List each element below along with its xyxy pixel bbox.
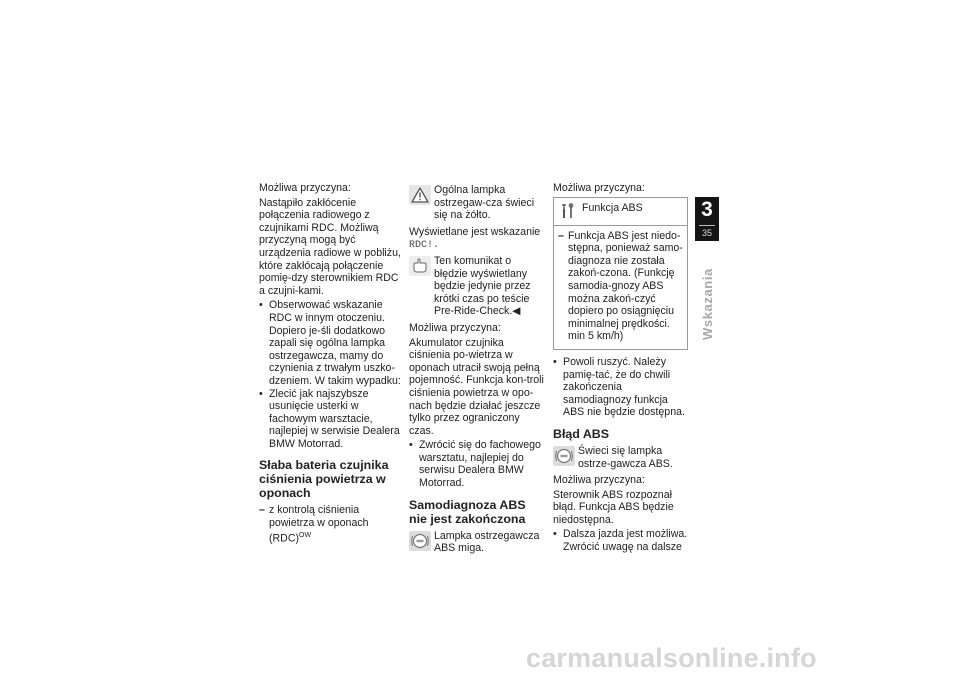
abs-text: Świeci się lampka ostrze-gawcza ABS. bbox=[578, 444, 673, 470]
warning-text: Ogólna lampka ostrzegaw-cza świeci się na żółto. bbox=[434, 184, 535, 222]
list-item: • Dalsza jazda jest możliwa. Zwrócić uwagę na dalsze bbox=[553, 528, 688, 553]
equipment-note-text: z kontrolą ciśnienia powietrza w oponach (RDC) bbox=[269, 504, 369, 545]
section-heading-abs-selftest: Samodiagnoza ABS nie jest zakończona bbox=[409, 497, 526, 526]
section-heading-low-battery: Słaba bateria czujnika ciśnienia powietrza w oponach bbox=[259, 458, 389, 501]
info-hand-icon bbox=[409, 256, 431, 276]
abs-warning-lamp-icon bbox=[409, 531, 431, 551]
chapter-title: Wskazania bbox=[700, 268, 715, 340]
section-heading-abs-error: Błąd ABS bbox=[553, 426, 609, 441]
abs-function-box bbox=[553, 197, 688, 350]
abs-function-box-header bbox=[554, 198, 687, 226]
abs-row bbox=[409, 530, 545, 555]
list-item: • Powoli ruszyć. Należy pamię-tać, że do chwili zakończenia samodiagnozy funkcja ABS nie będzie dostępna. bbox=[553, 356, 688, 419]
cause-label: Możliwa przyczyna: bbox=[409, 321, 501, 334]
info-text: Ten komunikat o błędzie wyświetlany będzie jedynie przez krótki czas po teście Pre-Ride-Check.◀ bbox=[434, 254, 531, 318]
display-code: RDC!. bbox=[409, 240, 440, 252]
info-row bbox=[409, 255, 545, 318]
abs-warning-lamp-icon bbox=[553, 446, 575, 466]
cause-text: Akumulator czujnika ciśnienia po-wietrza w oponach utracił swoją pełną pojemność. Funkcja kon-troli ciśnienia powietrza w opo-nach będzie działać jeszcze tylko przez ograniczony czas. bbox=[409, 336, 544, 437]
chapter-number: 3 bbox=[701, 198, 713, 221]
display-label: Wyświetlane jest wskazanie bbox=[409, 225, 541, 238]
bullet-list bbox=[259, 299, 401, 450]
warning-triangle-icon bbox=[409, 185, 431, 205]
abs-function-box-title: Funkcja ABS bbox=[582, 201, 643, 214]
bullet-list bbox=[553, 356, 688, 419]
warning-row bbox=[409, 184, 545, 222]
cause-label: Możliwa przyczyna: bbox=[553, 182, 645, 194]
column-2 bbox=[409, 182, 545, 559]
list-item: • Zlecić jak najszybsze usunięcie usterki w fachowym warsztacie, najlepiej w serwisie Dealera BMW Motorrad. bbox=[259, 388, 401, 451]
page-number: 35 bbox=[701, 228, 712, 238]
abs-function-box-body bbox=[554, 226, 687, 349]
bullet-list bbox=[553, 528, 688, 553]
chapter-tab-divider bbox=[699, 225, 715, 226]
wrench-tool-icon bbox=[558, 202, 578, 220]
cause-label: Możliwa przyczyna: bbox=[259, 182, 351, 194]
abs-text: Lampka ostrzegawcza ABS miga. bbox=[434, 529, 540, 555]
equipment-note bbox=[259, 504, 401, 544]
abs-function-note: – Funkcja ABS jest niedo-stępna, ponieważ samo-diagnoza nie została zakoń-czona. (Funkcję samodia-gnozy ABS można zakoń-czyć dopiero po osiągnięciu minimalnej prędkości. min 5 km/h) bbox=[558, 230, 683, 343]
list-item: • Obserwować wskazanie RDC w innym otoczeniu. Dopiero je-śli dodatkowo zapali się ogólna lampka ostrzegawcza, mamy do czynienia z trwałym uszko-dzeniem. W takim wypadku: bbox=[259, 299, 401, 387]
cause-text: Nastąpiło zakłócenie połączenia radiowego z czujnikami RDC. Możliwą przyczyną mogą być urządzenia radiowe w pobliżu, które zakłócają połączenie pomię-dzy sterownikiem RDC a czujni-kami. bbox=[259, 196, 401, 297]
column-1 bbox=[259, 182, 401, 547]
abs-row bbox=[553, 445, 688, 470]
bullet-list bbox=[409, 439, 545, 489]
watermark: carmanualsonline.info bbox=[526, 643, 817, 673]
list-item: • Zwrócić się do fachowego warsztatu, najlepiej do serwisu Dealera BMW Motorrad. bbox=[409, 439, 545, 489]
equipment-superscript: OW bbox=[299, 531, 312, 539]
column-3 bbox=[553, 182, 688, 558]
cause-label: Możliwa przyczyna: bbox=[553, 474, 645, 487]
cause-text: Sterownik ABS rozpoznał błąd. Funkcja ABS będzie niedostępna. bbox=[553, 488, 674, 526]
